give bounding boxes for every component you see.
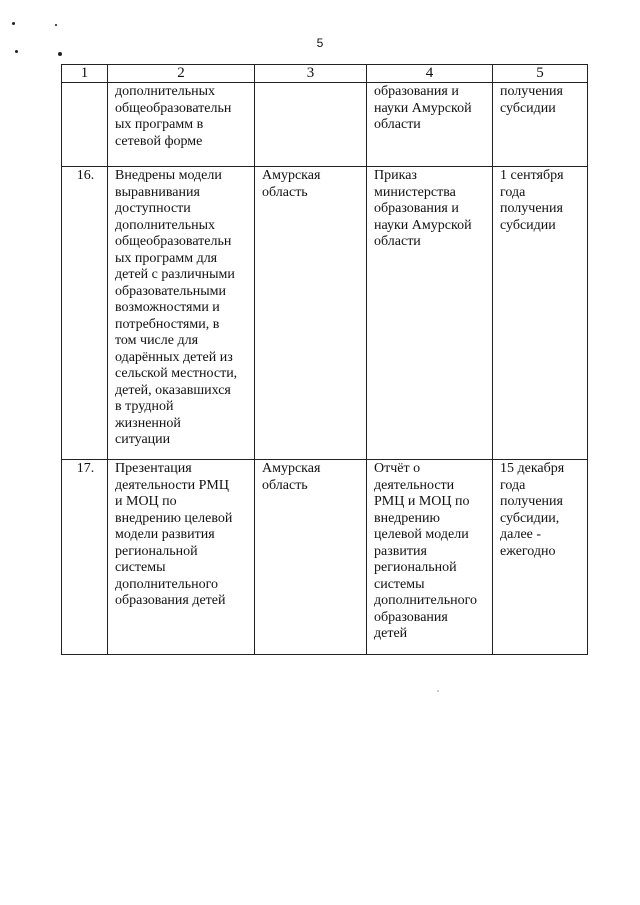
document-cell: Отчёт о деятельности РМЦ и МОЦ по внедрению целевой модели развития региональной системы дополнительного образования детей — [367, 460, 493, 655]
row-number: 16. — [62, 167, 108, 460]
scan-speck — [12, 22, 15, 25]
scan-speck — [58, 52, 62, 56]
page-number: 5 — [316, 36, 324, 50]
column-header: 1 — [62, 65, 108, 83]
column-header: 4 — [367, 65, 493, 83]
region-cell: Амурская область — [255, 167, 367, 460]
table-header-row — [62, 65, 588, 83]
deadline-cell: получения субсидии — [493, 83, 588, 167]
region-cell — [255, 83, 367, 167]
activity-cell: Внедрены модели выравнивания доступности дополнительных общеобразовательн ых программ для детей с различными образовательными возможностями и потребностями, в том числе для одарённых детей из сельской местности, детей, оказавшихся в трудной жизненной ситуации — [108, 167, 255, 460]
document-cell: Приказ министерства образования и науки Амурской области — [367, 167, 493, 460]
deadline-cell: 15 декабря года получения субсидии, далее - ежегодно — [493, 460, 588, 655]
schedule-table — [61, 64, 588, 655]
table-row — [62, 460, 588, 655]
scan-speck — [55, 24, 57, 26]
column-header: 3 — [255, 65, 367, 83]
column-header: 5 — [493, 65, 588, 83]
table-row — [62, 167, 588, 460]
activity-cell: Презентация деятельности РМЦ и МОЦ по внедрению целевой модели развития региональной системы дополнительного образования детей — [108, 460, 255, 655]
table-row — [62, 83, 588, 167]
column-header: 2 — [108, 65, 255, 83]
document-cell: образования и науки Амурской области — [367, 83, 493, 167]
activity-cell: дополнительных общеобразовательн ых программ в сетевой форме — [108, 83, 255, 167]
scan-speck — [437, 690, 439, 692]
region-cell: Амурская область — [255, 460, 367, 655]
scan-speck — [15, 50, 18, 53]
row-number — [62, 83, 108, 167]
deadline-cell: 1 сентября года получения субсидии — [493, 167, 588, 460]
row-number: 17. — [62, 460, 108, 655]
